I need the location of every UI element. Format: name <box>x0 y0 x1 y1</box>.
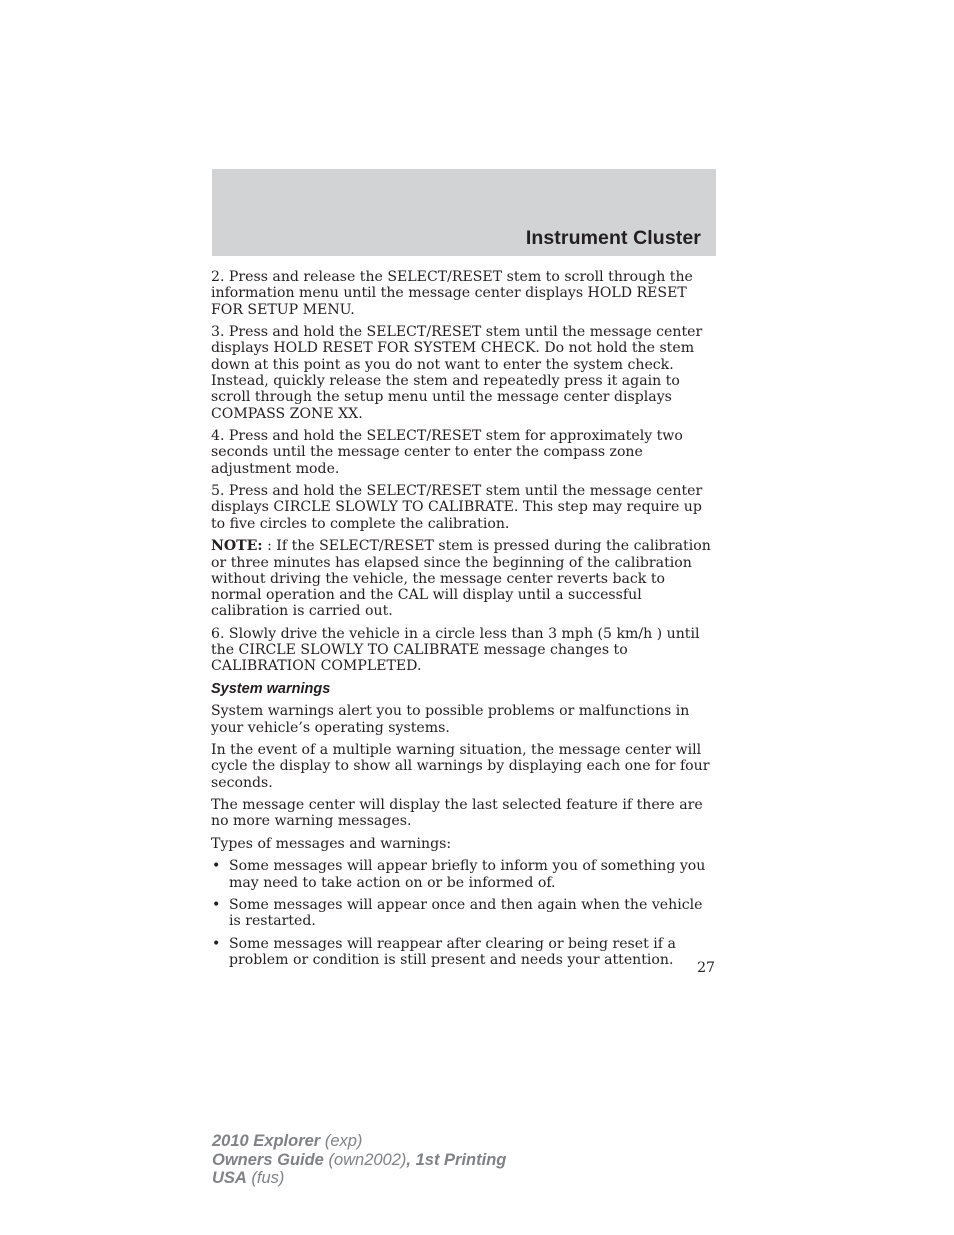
warning-types-list <box>211 858 717 968</box>
footer-line-2: Owners Guide (own2002), 1st Printing <box>212 1150 507 1169</box>
note-label: NOTE: <box>211 538 263 555</box>
footer <box>212 1132 506 1188</box>
section-heading-system-warnings: System warnings <box>211 680 331 697</box>
footer-line-3: USA (fus) <box>212 1169 285 1187</box>
step-5: 5. Press and hold the SELECT/RESET stem until the message center displays CIRCLE SLOWLY TO CALIBRATE. This step may require up to five circles to complete the calibration. <box>211 483 703 532</box>
step-4: 4. Press and hold the SELECT/RESET stem for approximately two seconds until the message center to enter the compass zone adjustment mode. <box>211 428 683 477</box>
bullet-icon: • <box>212 858 221 875</box>
section-header-band <box>212 169 716 256</box>
list-item: • Some messages will appear once and then again when the vehicle is restarted. <box>212 897 703 930</box>
list-item: • Some messages will reappear after clearing or being reset if a problem or condition is still present and needs your attention. <box>212 935 676 969</box>
note-text: : If the SELECT/RESET stem is pressed during the calibration or three minutes has elapsed since the beginning of the calibration without driving the vehicle, the message center reverts back to normal operation and the CAL will display until a successful calibration is carried out. <box>211 538 711 620</box>
section-title: Instrument Cluster <box>525 227 701 249</box>
footer-line-1: 2010 Explorer (exp) <box>212 1132 363 1150</box>
bullet-icon: • <box>212 897 221 914</box>
list-item: • Some messages will appear briefly to inform you of something you may need to take action on or be informed of. <box>212 858 706 891</box>
bullet-icon: • <box>212 935 221 952</box>
paragraph-multiple-warnings: In the event of a multiple warning situation, the message center will cycle the display to show all warnings by displaying each one for four seconds. <box>211 742 710 791</box>
step-6: 6. Slowly drive the vehicle in a circle less than 3 mph (5 km/h ) until the CIRCLE SLOWLY TO CALIBRATE message changes to CALIBRATION COMPLETED. <box>211 625 700 675</box>
paragraph-intro: System warnings alert you to possible problems or malfunctions in your vehicle’s operating systems. <box>211 703 690 736</box>
note-paragraph <box>211 538 717 619</box>
paragraph-types: Types of messages and warnings: <box>211 835 452 852</box>
paragraph-last-selected: The message center will display the last selected feature if there are no more warning messages. <box>211 797 703 830</box>
page-body <box>211 269 717 975</box>
step-3: 3. Press and hold the SELECT/RESET stem until the message center displays HOLD RESET FOR SYSTEM CHECK. Do not hold the stem down at this point as you do not want to enter the system check. Instead, quickly release the stem and repeatedly press it again to scroll through the setup menu until the message center displays COMPASS ZONE XX. <box>211 324 703 422</box>
page-number: 27 <box>697 960 715 976</box>
step-2: 2. Press and release the SELECT/RESET stem to scroll through the information menu until the message center displays HOLD RESET FOR SETUP MENU. <box>211 269 693 318</box>
